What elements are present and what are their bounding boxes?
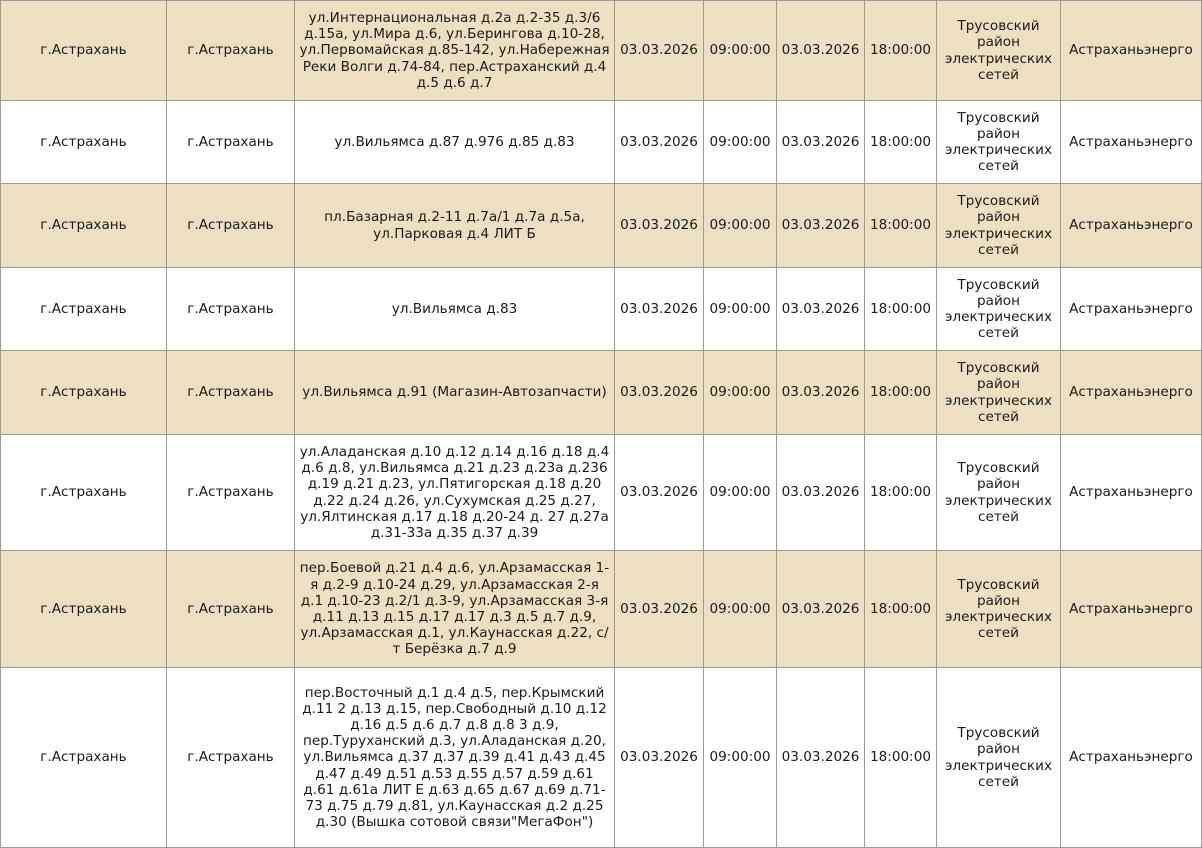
city-cell: г.Астрахань: [1, 551, 167, 668]
company-cell: Астраханьэнерго: [1061, 668, 1202, 848]
locality-cell: г.Астрахань: [167, 268, 295, 351]
start-date-cell: 03.03.2026: [615, 668, 704, 848]
start-time-cell: 09:00:00: [704, 268, 777, 351]
end-date-cell: 03.03.2026: [777, 551, 865, 668]
address-cell: ул.Аладанская д.10 д.12 д.14 д.16 д.18 д.4 д.6 д.8, ул.Вильямса д.21 д.23 д.23а д.236 д.19 д.21 д.23, ул.Пятигорская д.18 д.20 д.22 д.24 д.26, ул.Сухумская д.25 д.27, ул.Ялтинская д.17 д.18 д.20-24 д. 27 д.27а д.31-33а д.35 д.37 д.39: [295, 435, 615, 551]
table-row: [1, 268, 1202, 351]
start-time-cell: 09:00:00: [704, 551, 777, 668]
company-cell: Астраханьэнерго: [1061, 184, 1202, 268]
end-time-cell: 18:00:00: [865, 101, 937, 184]
end-time-cell: 18:00:00: [865, 668, 937, 848]
start-date-cell: 03.03.2026: [615, 184, 704, 268]
address-cell: пл.Базарная д.2-11 д.7а/1 д.7а д.5а, ул.Парковая д.4 ЛИТ Б: [295, 184, 615, 268]
company-cell: Астраханьэнерго: [1061, 1, 1202, 101]
start-date-cell: 03.03.2026: [615, 268, 704, 351]
end-time-cell: 18:00:00: [865, 551, 937, 668]
table-row: [1, 551, 1202, 668]
table-row: [1, 184, 1202, 268]
district-cell: Трусовский район электрических сетей: [937, 351, 1061, 435]
start-date-cell: 03.03.2026: [615, 551, 704, 668]
locality-cell: г.Астрахань: [167, 101, 295, 184]
start-time-cell: 09:00:00: [704, 1, 777, 101]
locality-cell: г.Астрахань: [167, 668, 295, 848]
company-cell: Астраханьэнерго: [1061, 351, 1202, 435]
city-cell: г.Астрахань: [1, 668, 167, 848]
address-cell: пер.Боевой д.21 д.4 д.6, ул.Арзамасская 1-я д.2-9 д.10-24 д.29, ул.Арзамасская 2-я д.1 д.10-23 д.2/1 д.3-9, ул.Арзамасская 3-я д.11 д.13 д.15 д.17 д.17 д.3 д.5 д.7 д.9, ул.Арзамасская д.1, ул.Каунасская д.22, с/т Берёзка д.7 д.9: [295, 551, 615, 668]
start-date-cell: 03.03.2026: [615, 435, 704, 551]
end-date-cell: 03.03.2026: [777, 101, 865, 184]
end-date-cell: 03.03.2026: [777, 1, 865, 101]
table-row: [1, 351, 1202, 435]
end-time-cell: 18:00:00: [865, 1, 937, 101]
address-cell: ул.Вильямса д.91 (Магазин-Автозапчасти): [295, 351, 615, 435]
start-time-cell: 09:00:00: [704, 435, 777, 551]
end-date-cell: 03.03.2026: [777, 435, 865, 551]
start-time-cell: 09:00:00: [704, 668, 777, 848]
end-time-cell: 18:00:00: [865, 268, 937, 351]
city-cell: г.Астрахань: [1, 435, 167, 551]
locality-cell: г.Астрахань: [167, 184, 295, 268]
district-cell: Трусовский район электрических сетей: [937, 551, 1061, 668]
end-time-cell: 18:00:00: [865, 435, 937, 551]
table-row: [1, 435, 1202, 551]
address-cell: ул.Интернациональная д.2а д.2-35 д.3/6 д.15а, ул.Мира д.6, ул.Берингова д.10-28, ул.Первомайская д.85-142, ул.Набережная Реки Волги д.74-84, пер.Астраханский д.4 д.5 д.6 д.7: [295, 1, 615, 101]
start-date-cell: 03.03.2026: [615, 351, 704, 435]
locality-cell: г.Астрахань: [167, 435, 295, 551]
start-time-cell: 09:00:00: [704, 351, 777, 435]
locality-cell: г.Астрахань: [167, 351, 295, 435]
start-time-cell: 09:00:00: [704, 184, 777, 268]
table-row: [1, 101, 1202, 184]
table-row: [1, 668, 1202, 848]
locality-cell: г.Астрахань: [167, 551, 295, 668]
end-time-cell: 18:00:00: [865, 351, 937, 435]
locality-cell: г.Астрахань: [167, 1, 295, 101]
start-time-cell: 09:00:00: [704, 101, 777, 184]
district-cell: Трусовский район электрических сетей: [937, 668, 1061, 848]
district-cell: Трусовский район электрических сетей: [937, 268, 1061, 351]
end-date-cell: 03.03.2026: [777, 351, 865, 435]
end-date-cell: 03.03.2026: [777, 268, 865, 351]
company-cell: Астраханьэнерго: [1061, 435, 1202, 551]
end-date-cell: 03.03.2026: [777, 184, 865, 268]
district-cell: Трусовский район электрических сетей: [937, 184, 1061, 268]
city-cell: г.Астрахань: [1, 268, 167, 351]
city-cell: г.Астрахань: [1, 351, 167, 435]
company-cell: Астраханьэнерго: [1061, 268, 1202, 351]
address-cell: пер.Восточный д.1 д.4 д.5, пер.Крымский д.11 2 д.13 д.15, пер.Свободный д.10 д.12 д.16 д.5 д.6 д.7 д.8 д.8 3 д.9, пер.Туруханский д.3, ул.Аладанская д.20, ул.Вильямса д.37 д.37 д.39 д.41 д.43 д.45 д.47 д.49 д.51 д.53 д.55 д.57 д.59 д.61 д.61 д.61а ЛИТ Е д.63 д.65 д.67 д.69 д.71-73 д.75 д.79 д.81, ул.Каунасская д.2 д.25 д.30 (Вышка сотовой связи"МегаФон"): [295, 668, 615, 848]
table-row: [1, 1, 1202, 101]
city-cell: г.Астрахань: [1, 1, 167, 101]
address-cell: ул.Вильямса д.87 д.976 д.85 д.83: [295, 101, 615, 184]
city-cell: г.Астрахань: [1, 184, 167, 268]
company-cell: Астраханьэнерго: [1061, 101, 1202, 184]
district-cell: Трусовский район электрических сетей: [937, 435, 1061, 551]
address-cell: ул.Вильямса д.83: [295, 268, 615, 351]
start-date-cell: 03.03.2026: [615, 101, 704, 184]
company-cell: Астраханьэнерго: [1061, 551, 1202, 668]
start-date-cell: 03.03.2026: [615, 1, 704, 101]
city-cell: г.Астрахань: [1, 101, 167, 184]
district-cell: Трусовский район электрических сетей: [937, 1, 1061, 101]
end-time-cell: 18:00:00: [865, 184, 937, 268]
end-date-cell: 03.03.2026: [777, 668, 865, 848]
district-cell: Трусовский район электрических сетей: [937, 101, 1061, 184]
